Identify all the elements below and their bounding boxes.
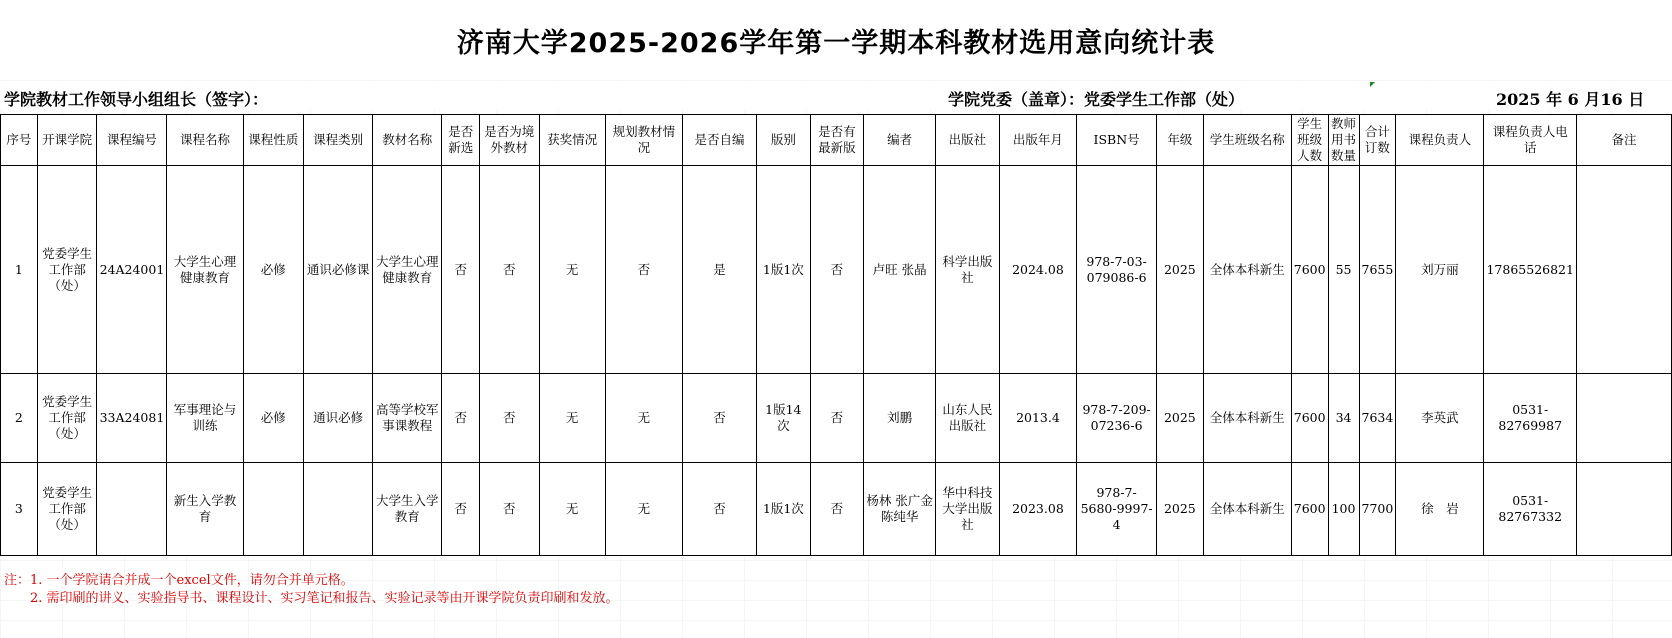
table-cell: 2 <box>1 374 38 463</box>
header-cell: 教师用书数量 <box>1328 115 1359 166</box>
header-cell: 获奖情况 <box>539 115 605 166</box>
table-cell <box>243 463 303 556</box>
table-cell: 否 <box>480 166 539 374</box>
table-cell: 党委学生工作部（处） <box>37 463 97 556</box>
table-cell: 大学生入学教育 <box>373 463 442 556</box>
table-cell: 大学生心理健康教育 <box>167 166 243 374</box>
table-cell: 否 <box>480 463 539 556</box>
header-cell: 学生班级人数 <box>1291 115 1328 166</box>
table-cell: 100 <box>1328 463 1359 556</box>
table-cell: 2025 <box>1156 463 1203 556</box>
table-cell: 全体本科新生 <box>1203 374 1291 463</box>
table-cell: 978-7-5680-9997-4 <box>1077 463 1157 556</box>
table-cell: 7655 <box>1359 166 1396 374</box>
header-cell: 课程负责人电话 <box>1484 115 1576 166</box>
table-cell: 否 <box>810 374 863 463</box>
leader-signature-label: 学院教材工作领导小组组长（签字）： <box>4 90 269 109</box>
table-cell: 全体本科新生 <box>1203 463 1291 556</box>
table-header-row <box>1 115 1672 166</box>
header-cell: 年级 <box>1156 115 1203 166</box>
header-cell: 课程编号 <box>97 115 167 166</box>
header-cell: 合计订数 <box>1359 115 1396 166</box>
notes <box>4 572 619 608</box>
table-cell: 978-7-209-07236-6 <box>1077 374 1157 463</box>
header-cell: 序号 <box>1 115 38 166</box>
table-cell: 2023.08 <box>999 463 1077 556</box>
table-cell: 3 <box>1 463 38 556</box>
header-cell: 课程负责人 <box>1396 115 1484 166</box>
table-cell: 0531-82767332 <box>1484 463 1576 556</box>
cell-comment-marker <box>1370 82 1375 87</box>
table-cell: 否 <box>480 374 539 463</box>
date-label: 2025 年 6 月16 日 <box>1496 90 1645 109</box>
header-cell: 规划教材情况 <box>605 115 682 166</box>
table-cell: 党委学生工作部（处） <box>37 374 97 463</box>
party-seal-label: 学院党委（盖章）：党委学生工作部（处） <box>948 90 1245 109</box>
table-cell: 李英武 <box>1396 374 1484 463</box>
table-cell: 通识必修 <box>303 374 372 463</box>
table-cell <box>1576 374 1671 463</box>
table-cell: 否 <box>682 463 756 556</box>
page-title: 济南大学2025-2026学年第一学期本科教材选用意向统计表 <box>0 0 1672 80</box>
header-cell: 学生班级名称 <box>1203 115 1291 166</box>
table-cell: 党委学生工作部（处） <box>37 166 97 374</box>
table-cell: 徐 岩 <box>1396 463 1484 556</box>
table-cell: 55 <box>1328 166 1359 374</box>
table-cell <box>1576 166 1671 374</box>
table-cell: 7600 <box>1291 166 1328 374</box>
note-line: 2. 需印刷的讲义、实验指导书、课程设计、实习笔记和报告、实验记录等由开课学院负责印刷和发放。 <box>30 591 619 606</box>
table-cell: 1版14次 <box>757 374 811 463</box>
table-cell: 否 <box>682 374 756 463</box>
table-cell: 24A24001 <box>97 166 167 374</box>
table-cell: 刘鹏 <box>864 374 936 463</box>
table-cell: 1版1次 <box>757 463 811 556</box>
table-cell: 2025 <box>1156 374 1203 463</box>
table-row <box>1 463 1672 556</box>
header-cell: 教材名称 <box>373 115 442 166</box>
table-cell: 7634 <box>1359 374 1396 463</box>
table-cell: 军事理论与训练 <box>167 374 243 463</box>
table-cell: 978-7-03-079086-6 <box>1077 166 1157 374</box>
header-cell: ISBN号 <box>1077 115 1157 166</box>
table-cell: 34 <box>1328 374 1359 463</box>
table-cell: 无 <box>539 374 605 463</box>
table-cell: 无 <box>539 463 605 556</box>
table-cell: 否 <box>442 166 480 374</box>
table-cell <box>1576 463 1671 556</box>
table-cell: 7700 <box>1359 463 1396 556</box>
table-cell: 山东人民出版社 <box>936 374 999 463</box>
table-cell: 2024.08 <box>999 166 1077 374</box>
header-cell: 出版社 <box>936 115 999 166</box>
table-cell: 高等学校军事课教程 <box>373 374 442 463</box>
table-cell: 0531-82769987 <box>1484 374 1576 463</box>
table-cell: 2013.4 <box>999 374 1077 463</box>
header-cell: 课程名称 <box>167 115 243 166</box>
header-cell: 是否有最新版 <box>810 115 863 166</box>
signature-row <box>0 82 1672 110</box>
header-cell: 出版年月 <box>999 115 1077 166</box>
table-row <box>1 374 1672 463</box>
header-cell: 版别 <box>757 115 811 166</box>
table-cell: 否 <box>810 166 863 374</box>
header-cell: 备注 <box>1576 115 1671 166</box>
table-cell: 否 <box>442 463 480 556</box>
table-cell: 通识必修课 <box>303 166 372 374</box>
table-cell: 卢旺 张晶 <box>864 166 936 374</box>
table-cell: 必修 <box>243 374 303 463</box>
table-cell: 无 <box>605 374 682 463</box>
header-cell: 课程类别 <box>303 115 372 166</box>
header-cell: 是否自编 <box>682 115 756 166</box>
header-cell: 编者 <box>864 115 936 166</box>
table-cell: 全体本科新生 <box>1203 166 1291 374</box>
table-cell: 刘万丽 <box>1396 166 1484 374</box>
table-cell: 杨林 张广金 陈纯华 <box>864 463 936 556</box>
header-cell: 是否新选 <box>442 115 480 166</box>
table-cell: 否 <box>605 166 682 374</box>
table-cell <box>303 463 372 556</box>
table-cell: 否 <box>442 374 480 463</box>
table-cell: 新生入学教育 <box>167 463 243 556</box>
header-cell: 课程性质 <box>243 115 303 166</box>
table-cell: 科学出版社 <box>936 166 999 374</box>
table-cell: 是 <box>682 166 756 374</box>
table-cell: 1版1次 <box>757 166 811 374</box>
table-cell: 否 <box>810 463 863 556</box>
table-cell: 1 <box>1 166 38 374</box>
header-cell: 开课学院 <box>37 115 97 166</box>
table-cell: 33A24081 <box>97 374 167 463</box>
table-cell: 必修 <box>243 166 303 374</box>
note-line: 注：1. 一个学院请合并成一个excel文件，请勿合并单元格。 <box>4 573 354 588</box>
table-cell <box>97 463 167 556</box>
table-cell: 无 <box>539 166 605 374</box>
table-row <box>1 166 1672 374</box>
table-cell: 2025 <box>1156 166 1203 374</box>
table-cell: 大学生心理健康教育 <box>373 166 442 374</box>
textbook-table <box>0 114 1672 556</box>
table-cell: 7600 <box>1291 463 1328 556</box>
table-cell: 华中科技大学出版社 <box>936 463 999 556</box>
table-cell: 17865526821 <box>1484 166 1576 374</box>
table-cell: 7600 <box>1291 374 1328 463</box>
header-cell: 是否为境外教材 <box>480 115 539 166</box>
table-cell: 无 <box>605 463 682 556</box>
